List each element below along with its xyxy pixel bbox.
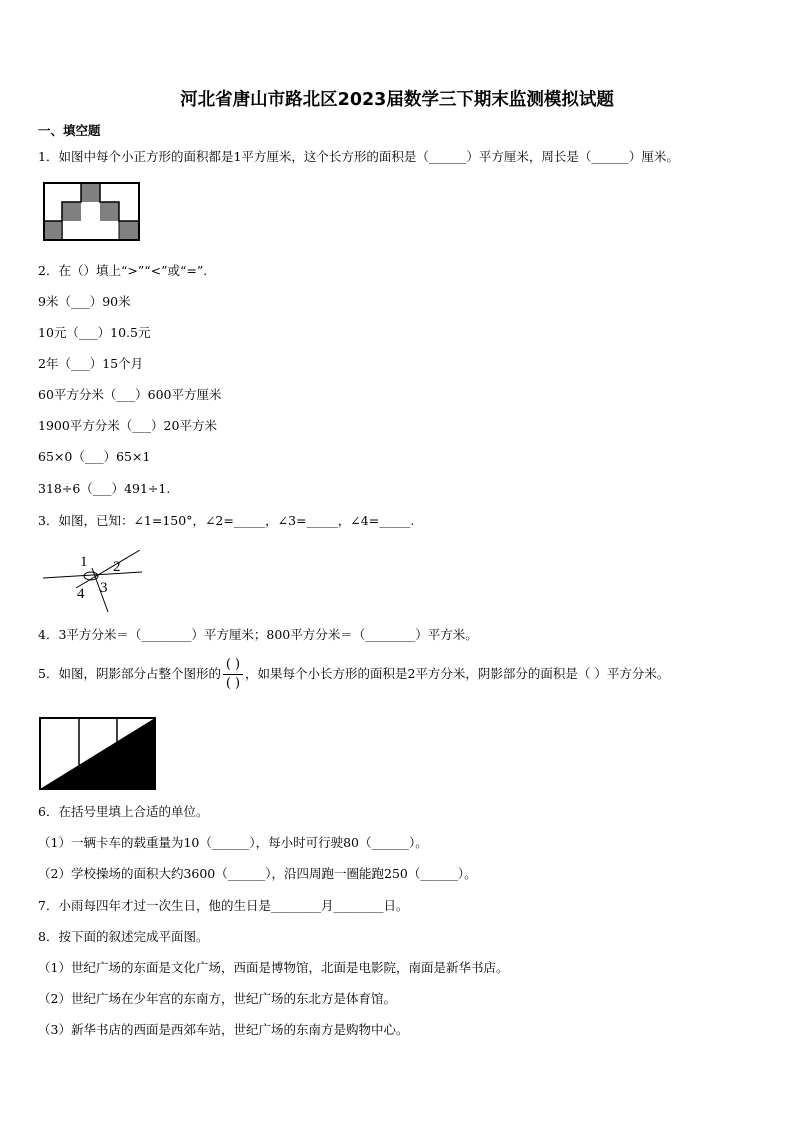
shaded-square <box>44 221 63 240</box>
question-3: 3．如图，已知：∠1=150°，∠2=_____，∠3=_____，∠4=_____. <box>38 513 415 528</box>
q5-text-after: ，如果每个小长方形的面积是2平方分米，阴影部分的面积是（ ）平方分米。 <box>244 666 670 681</box>
fraction-denominator: ( ) <box>225 676 241 691</box>
q3-angle-figure <box>40 550 150 616</box>
q2-item: 318÷6（___）491÷1. <box>38 481 171 496</box>
q6-item: （2）学校操场的面积大约3600（______），沿四周跑一圈能跑250（______）。 <box>38 866 477 881</box>
angle-label: 2 <box>113 559 121 575</box>
angle-label: 3 <box>100 580 108 596</box>
q5-rectangle-figure <box>39 717 157 790</box>
q2-item: 65×0（___）65×1 <box>38 449 151 464</box>
question-2-prompt: 2．在（）填上“>”“<”或“=”. <box>38 263 208 278</box>
question-5 <box>38 657 669 692</box>
shaded-square <box>119 221 138 240</box>
q8-item: （1）世纪广场的东面是文化广场，西面是博物馆，北面是电影院，南面是新华书店。 <box>38 960 509 975</box>
question-6-prompt: 6．在括号里填上合适的单位。 <box>38 804 209 819</box>
q1-grid-figure <box>43 182 141 242</box>
q6-item: （1）一辆卡车的载重量为10（______），每小时可行驶80（______）。 <box>38 835 428 850</box>
q5-fraction-blank <box>223 657 243 692</box>
q2-item: 9米（___）90米 <box>38 294 131 309</box>
angle-label: 1 <box>80 554 88 570</box>
fraction-numerator: ( ) <box>225 657 241 672</box>
section-heading: 一、填空题 <box>38 123 101 138</box>
q2-item: 2年（___）15个月 <box>38 356 144 371</box>
q2-item: 10元（___）10.5元 <box>38 325 151 340</box>
shaded-square <box>81 184 100 202</box>
q8-item: （2）世纪广场在少年宫的东南方，世纪广场的东北方是体育馆。 <box>38 991 396 1006</box>
q8-item: （3）新华书店的西面是西郊车站，世纪广场的东南方是购物中心。 <box>38 1022 409 1037</box>
q2-item: 60平方分米（___）600平方厘米 <box>38 387 222 402</box>
shaded-square <box>100 202 119 221</box>
question-1: 1．如图中每个小正方形的面积都是1平方厘米，这个长方形的面积是（______）平方厘米，周长是（______）厘米。 <box>38 149 679 164</box>
shaded-square <box>62 202 81 221</box>
question-7: 7．小雨每四年才过一次生日，他的生日是________月________日。 <box>38 898 409 913</box>
angle-label: 4 <box>77 586 85 602</box>
page-title: 河北省唐山市路北区2023届数学三下期末监测模拟试题 <box>180 90 614 110</box>
question-8-prompt: 8．按下面的叙述完成平面图。 <box>38 929 209 944</box>
q2-item: 1900平方分米（___）20平方米 <box>38 418 217 433</box>
question-4: 4．3平方分米＝（________）平方厘米；800平方分米＝（________）平方米。 <box>38 627 478 642</box>
shaded-triangle <box>40 718 155 789</box>
q5-text-before: 5．如图，阴影部分占整个图形的 <box>38 666 221 681</box>
